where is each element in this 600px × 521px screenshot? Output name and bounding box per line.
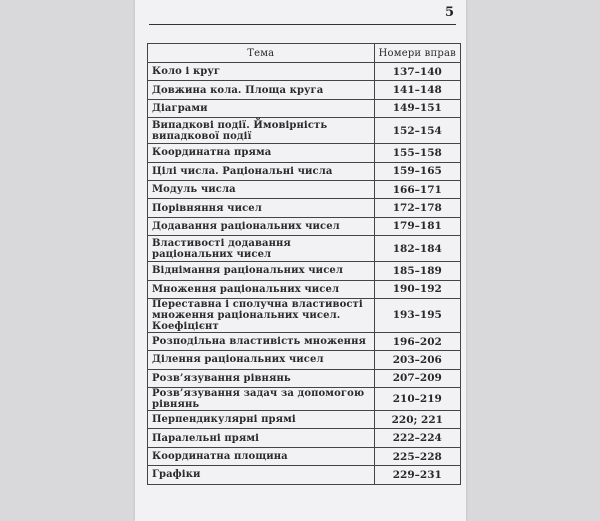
contents-table: [147, 43, 461, 485]
row-topic: Розв’язування рівнянь: [148, 369, 375, 387]
table-row: [148, 429, 461, 447]
row-topic: Довжина кола. Площа круга: [148, 81, 375, 99]
row-topic: Паралельні прямі: [148, 429, 375, 447]
row-exercises: 207–209: [374, 369, 460, 387]
table-row: [148, 99, 461, 117]
table-row: [148, 447, 461, 465]
row-topic: Віднімання раціональних чисел: [148, 262, 375, 280]
row-exercises: 190–192: [374, 280, 460, 298]
row-exercises: 141–148: [374, 81, 460, 99]
row-topic: Властивості додавання раціональних чисел: [148, 236, 375, 262]
row-topic: Порівняння чисел: [148, 199, 375, 217]
table-row: [148, 180, 461, 198]
row-exercises: 152–154: [374, 118, 460, 144]
table-row: [148, 369, 461, 387]
row-topic: Модуль числа: [148, 180, 375, 198]
table-row: [148, 298, 461, 332]
header-exercises: Номери вправ: [374, 44, 460, 63]
table-row: [148, 217, 461, 235]
table-row: [148, 162, 461, 180]
table-row: [148, 63, 461, 81]
row-exercises: 137–140: [374, 63, 460, 81]
row-topic: Випадкові події. Ймовірність випадкової події: [148, 118, 375, 144]
row-topic: Множення раціональних чисел: [148, 280, 375, 298]
row-exercises: 185–189: [374, 262, 460, 280]
table-row: [148, 118, 461, 144]
table-row: [148, 388, 461, 411]
page-number: 5: [444, 5, 454, 20]
row-topic: Графіки: [148, 466, 375, 484]
row-topic: Перпендикулярні прямі: [148, 411, 375, 429]
row-exercises: 222–224: [374, 429, 460, 447]
row-exercises: 210–219: [374, 388, 460, 411]
table-row: [148, 144, 461, 162]
table-row: [148, 411, 461, 429]
row-exercises: 149–151: [374, 99, 460, 117]
table-row: [148, 332, 461, 350]
row-exercises: 225–228: [374, 447, 460, 465]
row-topic: Коло і круг: [148, 63, 375, 81]
table-row: [148, 262, 461, 280]
table-row: [148, 351, 461, 369]
row-exercises: 159–165: [374, 162, 460, 180]
table-row: [148, 81, 461, 99]
row-exercises: 182–184: [374, 236, 460, 262]
row-exercises: 172–178: [374, 199, 460, 217]
row-exercises: 196–202: [374, 332, 460, 350]
row-exercises: 193–195: [374, 298, 460, 332]
row-topic: Розв’язування задач за допомогою рівнянь: [148, 388, 375, 411]
row-topic: Координатна пряма: [148, 144, 375, 162]
row-exercises: 220; 221: [374, 411, 460, 429]
row-topic: Координатна площина: [148, 447, 375, 465]
row-topic: Ділення раціональних чисел: [148, 351, 375, 369]
row-exercises: 229–231: [374, 466, 460, 484]
table-header-row: [148, 44, 461, 63]
row-exercises: 155–158: [374, 144, 460, 162]
table-row: [148, 236, 461, 262]
row-exercises: 203–206: [374, 351, 460, 369]
table-row: [148, 280, 461, 298]
table-row: [148, 466, 461, 484]
row-topic: Додавання раціональних чисел: [148, 217, 375, 235]
row-topic: Розподільна властивість множення: [148, 332, 375, 350]
row-exercises: 166–171: [374, 180, 460, 198]
row-topic: Діаграми: [148, 99, 375, 117]
table-row: [148, 199, 461, 217]
book-page: [135, 0, 466, 521]
header-topic: Тема: [148, 44, 375, 63]
row-topic: Цілі числа. Раціональні числа: [148, 162, 375, 180]
row-topic: Переставна і сполучна властивості множення раціональних чисел. Коефіцієнт: [148, 298, 375, 332]
row-exercises: 179–181: [374, 217, 460, 235]
page-header: [149, 4, 456, 25]
